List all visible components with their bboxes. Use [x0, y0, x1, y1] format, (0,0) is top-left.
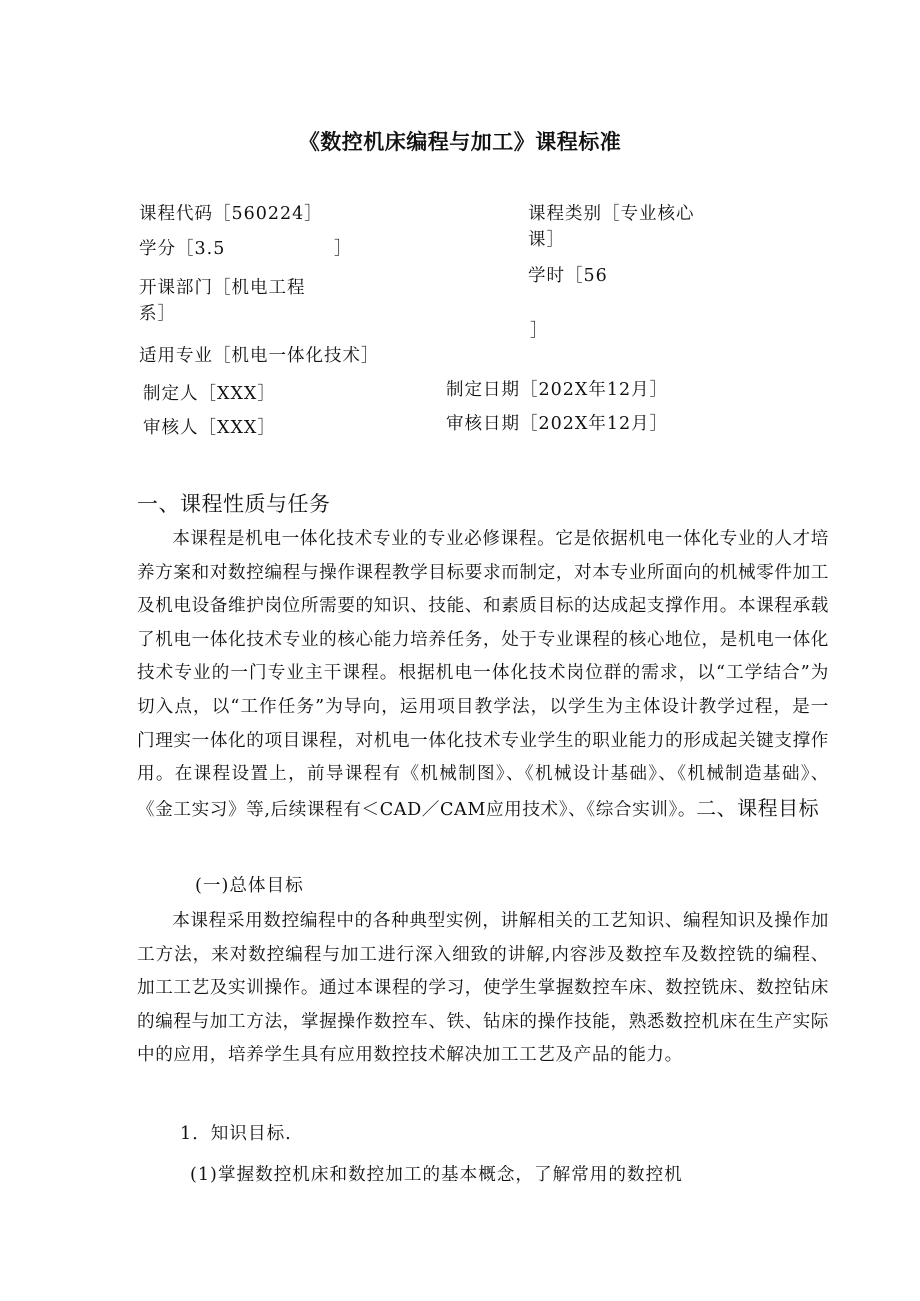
subsection-paragraph-overall: 本课程采用数控编程中的各种典型实例，讲解相关的工艺知识、编程知识及操作加工方法，来对数控编程与加工进行深入细致的讲解,内容涉及数控车及数控铣的编程、加工工艺及实训操作。通过本课程的学习，使学生掌握数控车床、数控铣床、数控钻床的编程与加工方法，掌握操作数控车、铁、钻床的操作技能，熟悉数控机床在生产实际中的应用，培养学生具有应用数控技术解决加工工艺及产品的能力。 [137, 911, 829, 1066]
section-heading-nature: 一、课程性质与任务 [137, 492, 331, 516]
credits: 学分［3.5 [139, 239, 226, 259]
knowledge-goal-item-1: (1)掌握数控机床和数控加工的基本概念，了解常用的数控机 [190, 1165, 683, 1185]
course-category-line1: 课程类别［专业核心 [528, 204, 695, 224]
course-category-line2: 课］ [528, 230, 565, 250]
credits-close-bracket: ］ [334, 239, 353, 259]
reviewer: 审核人［XXX］ [143, 418, 276, 438]
section-paragraph-nature [137, 523, 829, 827]
review-date: 审核日期［202X年12月］ [446, 414, 669, 434]
course-code: 课程代码［560224］ [139, 204, 323, 224]
knowledge-goal-heading: 1．知识目标. [180, 1124, 292, 1144]
section-heading-goals: 二、课程目标 [696, 795, 820, 820]
department-line1: 开课部门［机电工程 [139, 278, 306, 298]
subsection-heading-overall: (一)总体目标 [195, 876, 304, 896]
class-hours: 学时［56 [528, 266, 608, 286]
class-hours-close-bracket: ］ [530, 321, 549, 341]
document-title: 《数控机床编程与加工》课程标准 [298, 130, 622, 154]
applicable-major: 适用专业［机电一体化技术］ [139, 346, 380, 366]
author: 制定人［XXX］ [143, 384, 276, 404]
paragraph-text: 本课程是机电一体化技术专业的专业必修课程。它是依据机电一体化专业的人才培养方案和对数控编程与操作课程教学目标要求而制定，对本专业所面向的机械零件加工及机电设备维护岗位所需要的知识、技能、和素质目标的达成起支撑作用。本课程承载了机电一体化技术专业的核心能力培养任务，处于专业课程的核心地位，是机电一体化技术专业的一门专业主干课程。根据机电一体化技术岗位群的需求，以“工学结合”为切入点，以“工作任务”为导向，运用项目教学法，以学生为主体设计教学过程，是一门理实一体化的项目课程，对机电一体化技术专业学生的职业能力的形成起关键支撑作用。在课程设置上，前导课程有《机械制图》、《机械设计基础》、《机械制造基础》、《金工实习》等,后续课程有＜CAD／CAM应用技术》、《综合实训》。 [137, 529, 829, 820]
department-line2: 系］ [139, 304, 176, 324]
author-date: 制定日期［202X年12月］ [446, 380, 669, 400]
